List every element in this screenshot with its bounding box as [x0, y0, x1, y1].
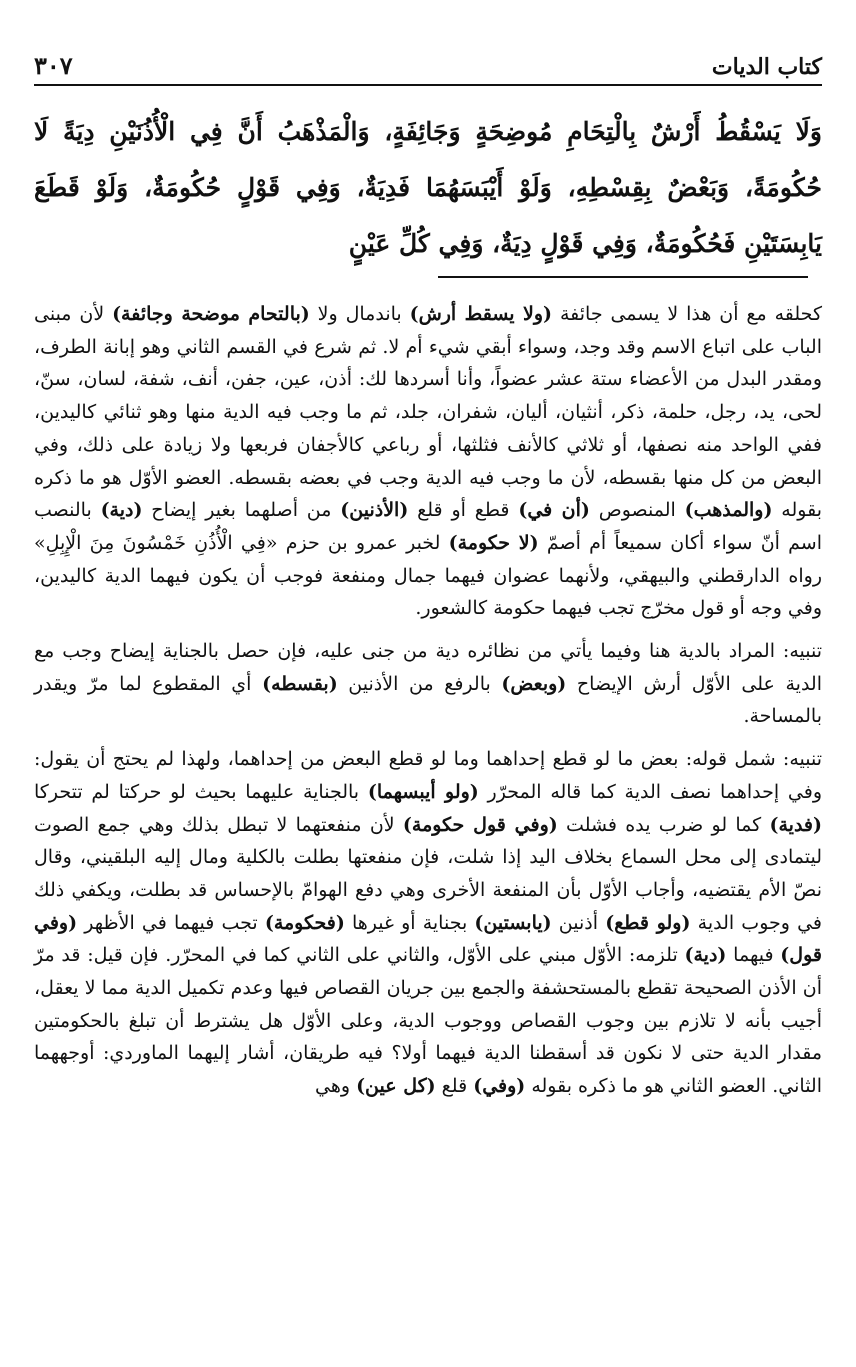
bold-quote: (الأذنين) — [340, 499, 409, 522]
commentary-paragraph — [34, 298, 822, 625]
text-segment: بجناية أو غيرها — [344, 911, 475, 934]
text-segment: كحلقه مع أن هذا لا يسمى جائفة — [552, 303, 822, 325]
bold-quote: (وفي قول حكومة) — [402, 813, 558, 836]
bold-quote: (فدية) — [769, 813, 822, 836]
text-segment: تلزمه: الأوّل مبني على الأوّل، والثاني على الثاني كما في المحرّر. فإن قيل: قد مرّ أن الأذن الصحيحة تقطع بالمستحشفة والجمع بين جريان القصاص فيها وعدم تكميل الدية مما لا يعقل، أجيب بأنه لا تلازم بين وجوب القصاص ووجوب الدية، وعلى الأوّل هل يشترط أن تبلغ بالحكومتين مقدار الدية حتى لا نكون قد أسقطنا الدية فيهما أولا؟ فيه طريقان، أشار إليهما الماوردي: أوجههما الثاني. العضو الثاني هو ما ذكره بقوله — [34, 944, 822, 1098]
commentary — [34, 298, 822, 1103]
text-segment: لأن مبنى الباب على اتباع الاسم وقد وجد، وسواء أبقي شيء أم لا. ثم شرع في القسم الثاني وهو إبانة الطرف، ومقدر البدل من الأعضاء ستة عشر عضواً، وأنا أسردها لك: أذن، عين، جفن، أنف، شفة، لسان، سنّ، لحى، يد، رجل، حلمة، ذكر، أنثيان، أليان، شفران، جلد، ثم ما وجب فيه الدية منها وهو ثنائي كاليدين، ففي الواحد منه نصفها، أو ثلاثي كالأنف فثلثها، أو رباعي كالأجفان فربعها ولا زيادة على ذلك، وفي البعض من كل منها بقسطه، لأن ما وجب فيه الدية وجب في بعضه بقسطه. العضو الأوّل هو ما ذكره بقوله — [34, 303, 822, 522]
text-segment: بالرفع من الأذنين — [337, 672, 502, 695]
text-segment: من أصلهما بغير إيضاح — [142, 499, 341, 522]
commentary-paragraph — [34, 635, 822, 733]
bold-quote: (ولو أيبسهما) — [367, 780, 479, 803]
bold-quote: (دية) — [100, 499, 143, 522]
bold-quote: (وبعض) — [501, 672, 567, 695]
text-segment: وهي — [314, 1075, 357, 1098]
text-segment: بالجناية عليهما بحيث لو حركتا لم تتحركا — [34, 780, 368, 803]
bold-quote: (بالتحام موضحة وجائفة) — [112, 303, 310, 325]
commentary-paragraph — [34, 743, 822, 1103]
bold-quote: (لا حكومة) — [448, 531, 539, 554]
text-segment: بالنصب اسم أنّ سواء أكان سميعاً أم أصمّ — [34, 499, 822, 554]
bold-quote: (فحكومة) — [264, 911, 345, 934]
text-segment: لخبر عمرو بن حزم «فِي الْأُذُنِ خَمْسُونَ مِنَ الْإِبِلِ» رواه الدارقطني والبيهقي، ولأنهما عضوان فيهما جمال ومنفعة فوجب أن يكون فيهما الدية كاليدين، وفي وجه أو قول مخرّج تجب فيهما حكومة كالشعور. — [34, 531, 822, 620]
bold-quote: (دية) — [684, 944, 727, 967]
separator-rule — [438, 276, 808, 278]
bold-quote: (وفي) — [473, 1075, 526, 1098]
text-segment: أي المقطوع لما مرّ ويقدر بالمساحة. — [34, 672, 822, 728]
page-header — [34, 40, 822, 80]
text-segment: المنصوص — [589, 499, 685, 522]
running-title: كتاب الديات — [711, 54, 822, 80]
text-segment: باندمال ولا — [309, 303, 410, 325]
page-number: ٣٠٧ — [34, 51, 73, 80]
bold-quote: (كل عين) — [356, 1075, 436, 1098]
bold-quote: (ولا يسقط أرش) — [409, 303, 553, 325]
bold-quote: (والمذهب) — [684, 499, 773, 522]
bold-quote: (ولو قطع) — [605, 911, 691, 934]
text-segment: لأن منفعتهما لا تبطل بذلك وهي جمع الصوت ليتمادى إلى محل السماع بخلاف اليد إذا شلت، فإن منفعتها بطلت بالكلية ومال إليه البلقيني، وقال نصّ الأم يقتضيه، وأجاب الأوّل بأن المنفعة الأخرى وهي دفع الهوامّ بالإحساس قد بطلت، ويكفي ذلك في وجوب الدية — [34, 813, 823, 934]
header-rule — [34, 84, 822, 86]
bold-quote: (بقسطه) — [262, 672, 338, 695]
text-segment: تجب فيهما في الأظهر — [77, 911, 265, 934]
text-segment: قطع أو قلع — [408, 499, 519, 522]
text-segment: تنبيه: شمل قوله: بعض ما لو قطع إحداهما وما لو قطع البعض من إحداهما، ولهذا لم يحتج أن يقول: وفي إحداهما نصف الدية كما قاله المحرّر — [34, 748, 823, 803]
bold-quote: (أن في) — [518, 499, 590, 522]
text-segment: فيهما — [726, 944, 781, 967]
bold-quote: (يابستين) — [474, 911, 552, 934]
text-segment: تنبيه: المراد بالدية هنا وفيما يأتي من نظائره دية من جنى عليه، فإن حصل بالجناية إيضاح وجب مع الدية على الأوّل أرش الإيضاح — [34, 640, 823, 695]
text-segment: أذنين — [551, 911, 606, 934]
text-segment: كما لو ضرب يده فشلت — [557, 813, 770, 836]
matn-text: وَلَا يَسْقُطُ أَرْشٌ بِالْتِحَامِ مُوضِحَةٍ وَجَائِفَةٍ، وَالْمَذْهَبُ أَنَّ فِي الْأُذُنَيْنِ دِيَةً لَا حُكُومَةً، وَبَعْضٌ بِقِسْطِهِ، وَلَوْ أَيْبَسَهُمَا فَدِيَةٌ، وَفِي قَوْلٍ حُكُومَةٌ، وَلَوْ قَطَعَ يَابِسَتَيْنِ فَحُكُومَةٌ، وَفِي قَوْلٍ دِيَةٌ، وَفِي كُلِّ عَيْنٍ — [34, 117, 822, 258]
bold-quote: (وفي قول) — [34, 911, 822, 967]
text-segment: قلع — [435, 1075, 474, 1098]
